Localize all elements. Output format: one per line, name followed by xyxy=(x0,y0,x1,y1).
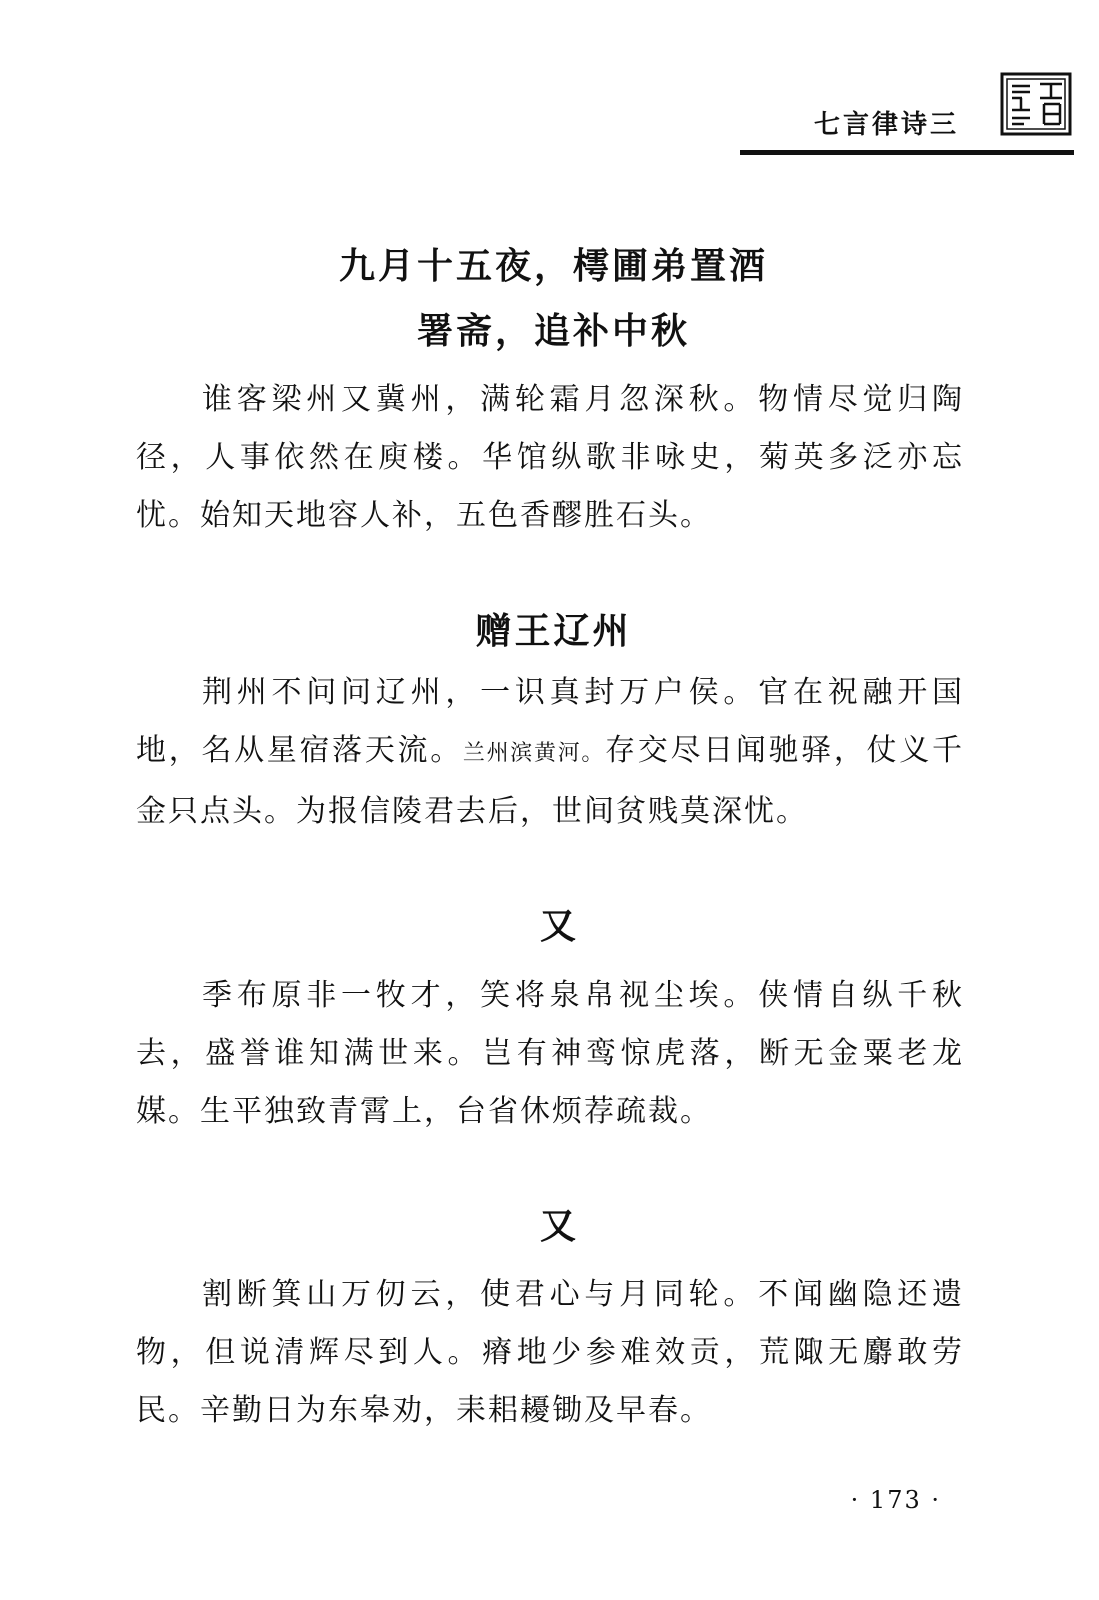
poem-text: 割断箕山万仞云，使君心与月同轮。不闻幽隐还遗物，但说清辉尽到人。瘠地少参难效贡，荒陬无麝敢劳民。辛勤日为东皋劝，耒耜耰锄及早春。 xyxy=(136,1277,964,1428)
poem-text-part: 存交尽日闻驰驿，仗义千金只点头。为报信陵君去后，世间贫贱莫深忧。 xyxy=(136,733,964,829)
poem-text: 季布原非一牧才，笑将泉帛视尘埃。侠情自纵千秋去，盛誉谁知满世来。岂有神鸾惊虎落，断无金粟老龙媒。生平独致青霄上，台省休烦荐疏裁。 xyxy=(136,978,964,1129)
poem-title-line: 署斋，追补中秋 xyxy=(416,311,690,352)
poem-text: 谁客梁州又冀州，满轮霜月忽深秋。物情尽觉归陶径，人事依然在庾楼。华馆纵歌非咏史，菊英多泛亦忘忧。始知天地容人补，五色香醪胜石头。 xyxy=(136,382,964,533)
poem-text xyxy=(136,664,964,841)
running-head-title: 七言律诗三 xyxy=(813,110,959,140)
page-number: · 173 · xyxy=(850,1486,941,1514)
poem-title: 赠王辽州 xyxy=(475,611,632,652)
poem-text-part: 荆州不问问辽州，一识真封万户侯。官在祝融开国地，名从星宿落天流。 xyxy=(136,675,964,768)
poem-title: 又 xyxy=(539,1206,579,1247)
poem-title-line: 九月十五夜，樗圃弟置酒 xyxy=(338,246,768,287)
header-rule xyxy=(740,150,1074,155)
seal-stamp-icon xyxy=(1000,72,1072,136)
poem-title: 又 xyxy=(539,906,579,947)
poem-annotation: 兰州滨黄河。 xyxy=(462,741,606,766)
